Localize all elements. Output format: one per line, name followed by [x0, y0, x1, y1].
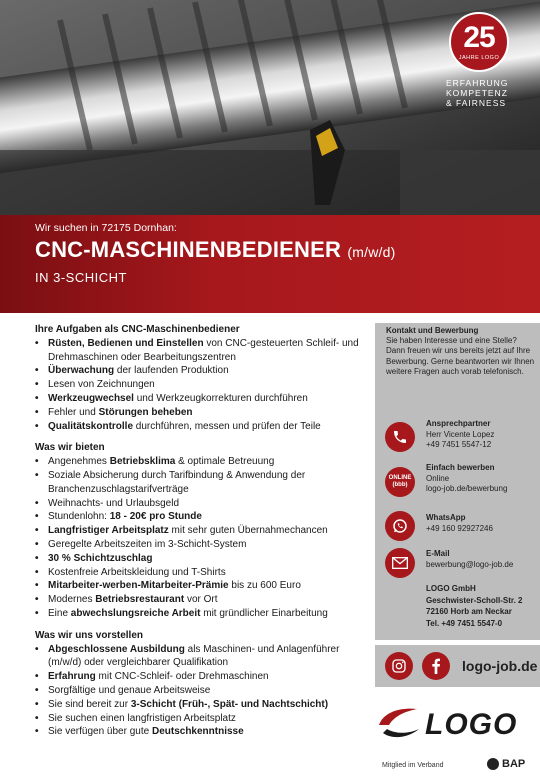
item-text: Stundenlohn: [48, 511, 110, 523]
email-address[interactable]: bewerbung@logo-job.de [426, 559, 514, 569]
email-title: E-Mail [426, 549, 450, 558]
item-highlight: Mitarbeiter-werben-Mitarbeiter-Prämie [48, 580, 229, 592]
list-item [35, 593, 370, 607]
item-text: & optimale Betreuung [175, 456, 275, 468]
list-item [35, 725, 370, 739]
list-item [35, 712, 370, 726]
facebook-icon[interactable] [422, 652, 450, 680]
item-text: Soziale Absicherung durch Tarifbindung & Anwendung der Branchenzuschlagstarifverträge [48, 469, 306, 495]
item-text: und Werkzeugkorrekturen durchführen [133, 392, 308, 404]
item-text: Sie suchen einen langfristigen Arbeitsplatz [48, 712, 236, 724]
contact-person-phone: +49 7451 5547-12 [426, 440, 492, 449]
item-text: als Maschinen- und Anlagenführer (m/w/d) oder vergleichbarer Qualifikation [48, 643, 340, 669]
list-item [35, 497, 370, 511]
contact-person-title: Ansprechpartner [426, 419, 491, 428]
list-item [35, 538, 370, 552]
tasks-list [35, 337, 370, 434]
list-item [35, 420, 370, 434]
online-apply-url[interactable]: logo-job.de/bewerbung [426, 484, 508, 493]
anniversary-badge [449, 12, 509, 72]
social-bar [375, 645, 540, 687]
item-highlight: abwechslungsreiche Arbeit [70, 607, 201, 619]
item-text: der laufenden Produktion [114, 365, 229, 377]
item-text: Sie sind bereit zur [48, 698, 131, 710]
profile-section [35, 629, 370, 739]
badge-subtitle: JAHRE LOGO [458, 55, 500, 61]
logo-wordmark: LOGO [425, 708, 518, 741]
item-text: Angenehmes [48, 456, 110, 468]
list-item [35, 364, 370, 378]
bap-logo [487, 758, 525, 770]
item-highlight: 18 - 20€ pro Stunde [109, 511, 202, 523]
tagline-line: KOMPETENZ [446, 88, 508, 98]
item-text: Fehler und [48, 406, 99, 418]
main-content [35, 323, 370, 747]
company-phone: Tel. +49 7451 5547-0 [426, 618, 503, 628]
online-apply-text [426, 463, 540, 495]
item-highlight: 3-Schicht (Früh-, Spät- und Nachtschicht) [130, 698, 329, 710]
whatsapp-text [426, 513, 540, 534]
list-item [35, 643, 370, 671]
company-logo [375, 700, 535, 745]
online-apply-title: Einfach bewerben [426, 463, 495, 472]
item-highlight: Langfristiger Arbeitsplatz [48, 525, 169, 537]
website-link[interactable]: logo-job.de [462, 658, 538, 674]
list-item [35, 392, 370, 406]
item-highlight: Betriebsklima [109, 456, 176, 468]
tagline-line: & FAIRNESS [446, 98, 507, 108]
email-text [426, 549, 540, 570]
item-highlight: Qualitätskontrolle [48, 420, 134, 432]
list-item [35, 524, 370, 538]
item-text: vor Ort [184, 594, 218, 606]
company-city: 72160 Horb am Neckar [426, 607, 512, 616]
item-text: von CNC-gesteuerten Schleif- und Drehmaschinen oder Bearbeitungszentren [48, 337, 359, 363]
item-text: mit CNC-Schleif- oder Drehmaschinen [95, 671, 269, 683]
contact-intro-title: Kontakt und Bewerbung [386, 326, 479, 335]
company-address [426, 583, 522, 629]
item-highlight: Rüsten, Bedienen und Einstellen [48, 337, 204, 349]
contact-person-name: Herr Vicente Lopez [426, 429, 495, 439]
job-title-text: CNC-MASCHINENBEDIENER [35, 237, 342, 262]
tagline [446, 78, 520, 108]
contact-person [426, 419, 540, 451]
item-text: Weihnachts- und Urlaubsgeld [48, 497, 180, 509]
item-highlight: Störungen beheben [98, 406, 193, 418]
company-street: Geschwister-Scholl-Str. 2 [426, 595, 523, 605]
item-highlight: Erfahrung [48, 671, 96, 683]
hero-image [0, 0, 540, 215]
item-highlight: Werkzeugwechsel [48, 392, 134, 404]
item-text: Geregelte Arbeitszeiten im 3-Schicht-System [48, 538, 247, 550]
list-item [35, 469, 370, 497]
whatsapp-number: +49 160 92927246 [426, 523, 493, 533]
section-title: Was wir bieten [35, 442, 105, 454]
list-item [35, 607, 370, 621]
title-band [0, 215, 540, 313]
item-text: Sie verfügen über gute [48, 726, 152, 738]
offer-section [35, 441, 370, 620]
item-highlight: 30 % Schichtzuschlag [48, 552, 153, 564]
item-text: mit gründlicher Einarbeitung [200, 607, 328, 619]
list-item [35, 406, 370, 420]
item-text: Lesen von Zeichnungen [48, 379, 155, 391]
online-icon-sublabel: (bbb) [392, 482, 408, 488]
list-item [35, 337, 370, 365]
search-location: Wir suchen in 72175 Dornhan: [35, 222, 177, 234]
instagram-icon[interactable] [385, 652, 413, 680]
shift-info: IN 3-SCHICHT [35, 270, 127, 285]
list-item [35, 566, 370, 580]
mail-icon [385, 548, 415, 578]
contact-intro [386, 326, 536, 377]
item-text: mit sehr guten Übernahmechancen [168, 525, 328, 537]
list-item [35, 684, 370, 698]
list-item [35, 552, 370, 566]
item-text: Eine [48, 607, 71, 619]
logo-mark-icon [377, 703, 423, 743]
item-highlight: Abgeschlossene Ausbildung [48, 643, 185, 655]
online-icon-label: ONLINE [388, 475, 412, 481]
list-item [35, 455, 370, 469]
item-text: Kostenfreie Arbeitskleidung und T-Shirts [48, 566, 226, 578]
bap-text: BAP [502, 758, 526, 770]
job-title [35, 237, 395, 263]
badge-number: 25 [463, 21, 495, 54]
list-item [35, 510, 370, 524]
item-text: Modernes [48, 594, 96, 606]
section-title: Was wir uns vorstellen [35, 629, 143, 641]
item-text: bis zu 600 Euro [228, 580, 301, 592]
online-icon [385, 467, 415, 497]
item-highlight: Betriebsrestaurant [95, 594, 185, 606]
whatsapp-icon [385, 511, 415, 541]
list-item [35, 670, 370, 684]
section-title: Ihre Aufgaben als CNC-Maschinenbediener [35, 324, 240, 335]
profile-list [35, 643, 370, 740]
bap-dot-icon [487, 758, 499, 770]
item-highlight: Deutschkenntnisse [151, 726, 244, 738]
item-text: durchführen, messen und prüfen der Teile [133, 420, 321, 432]
contact-intro-text: Sie haben Interesse und eine Stelle? Dann freuen wir uns bereits jetzt auf Ihre Bewerbung. Gerne beantworten wir Ihnen weitere Fragen auch vorab telefonisch. [386, 336, 535, 376]
list-item [35, 579, 370, 593]
online-apply-line: Online [426, 473, 450, 483]
item-text: Sorgfältige und genaue Arbeitsweise [48, 684, 211, 696]
tasks-section [35, 323, 370, 433]
offer-list [35, 455, 370, 621]
membership-note: Mitglied im Verband [382, 762, 444, 769]
item-highlight: Überwachung [48, 365, 115, 377]
list-item [35, 698, 370, 712]
list-item [35, 378, 370, 392]
gender-suffix: (m/w/d) [347, 244, 396, 260]
whatsapp-title: WhatsApp [426, 513, 466, 522]
tagline-line: ERFAHRUNG [446, 78, 509, 88]
phone-icon [385, 422, 415, 452]
company-name: LOGO GmbH [426, 584, 476, 593]
